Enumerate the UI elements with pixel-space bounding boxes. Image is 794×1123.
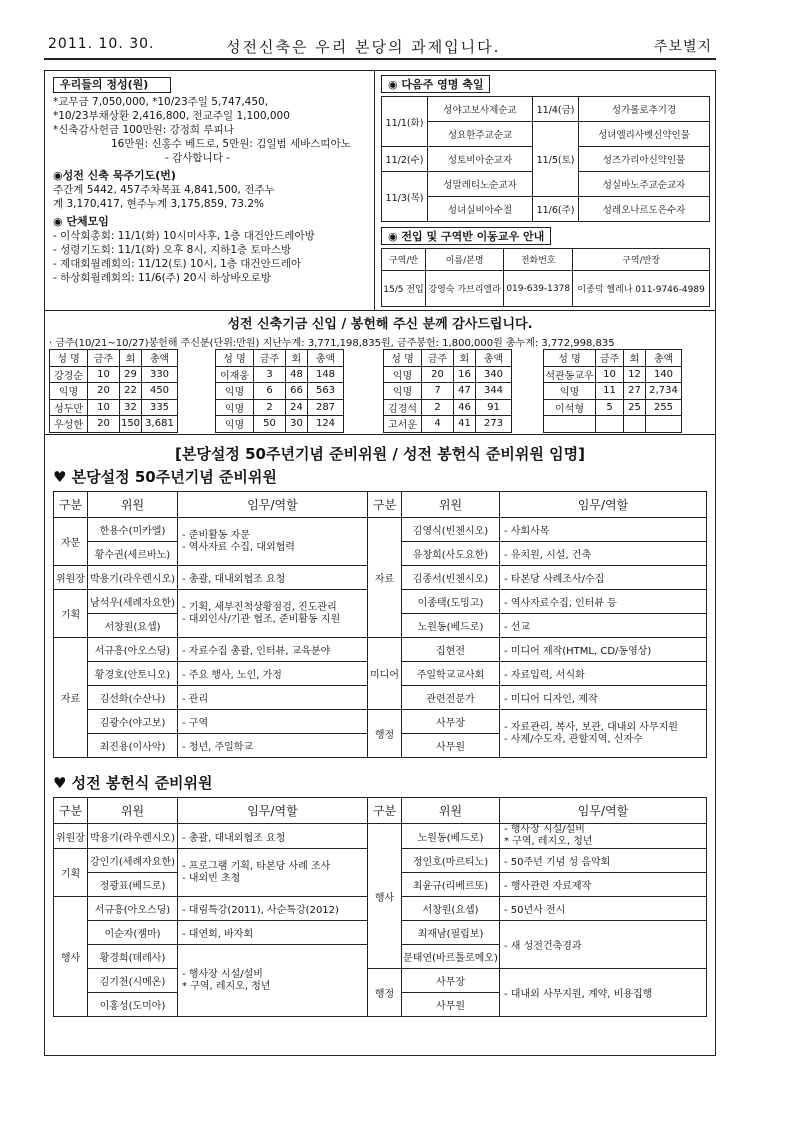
committee-member: 관련전문가 [402, 686, 500, 710]
donor-cell: 46 [454, 399, 476, 416]
meeting-line: - 하상회월례회의: 11/6(주) 20시 하상바오로방 [53, 272, 271, 284]
donor-row [50, 366, 178, 383]
donor-cell: 20 [88, 383, 120, 400]
offerings-title: 우리들의 정성(원) [53, 77, 171, 93]
committee-row [54, 969, 707, 993]
committee-category: 행사 [368, 824, 402, 969]
donor-cell: 66 [286, 383, 308, 400]
committee-member: 사무장 [402, 710, 500, 734]
donor-cell: 익명 [544, 383, 596, 400]
donor-row [384, 416, 512, 433]
donor-row [216, 366, 344, 383]
donor-table [49, 349, 178, 433]
committee-role: - 자료입력, 서식화 [500, 662, 707, 686]
donor-cell: 3,681 [142, 416, 178, 433]
donor-row [216, 399, 344, 416]
donor-cell: 255 [646, 399, 682, 416]
saint-date: 11/2(수) [382, 147, 428, 172]
transfer-cell: 강영숙 가브리엘라 [426, 271, 504, 307]
committee-row [54, 518, 707, 542]
committee-section [45, 435, 715, 1017]
donor-cell: 석관동교우 [544, 366, 596, 383]
donor-row [384, 383, 512, 400]
saints-table [381, 96, 710, 222]
committee-header: 임무/역할 [500, 492, 707, 518]
committee-member: 최재남(필립보) [402, 921, 500, 945]
donor-cell [624, 416, 646, 433]
committee-member: 김영식(빈첸시오) [402, 518, 500, 542]
donor-cell [596, 416, 624, 433]
committee-category: 미디어 [368, 638, 402, 710]
committee-member: 최윤규(리베르또) [402, 873, 500, 897]
donor-row [384, 399, 512, 416]
saint-name: 성녀엘리사벳신약인물 [579, 122, 710, 147]
transfer-table [381, 248, 710, 307]
donor-cell: 32 [120, 399, 142, 416]
committee-member: 김종서(빈첸시오) [402, 566, 500, 590]
donor-header: 총액 [646, 350, 682, 367]
committee-member: 주일학교교사회 [402, 662, 500, 686]
saints-section [375, 71, 716, 311]
donor-row [544, 366, 682, 383]
committee-category: 자료 [368, 518, 402, 638]
donor-cell: 4 [422, 416, 454, 433]
saint-date: 11/4(금) [533, 97, 579, 122]
committee-member: 남석우(세례자요한) [88, 590, 178, 614]
committee-header: 위원 [88, 798, 178, 824]
donor-cell: 10 [596, 366, 624, 383]
rosary-title: ◉성전 신축 묵주기도(번) [53, 169, 176, 182]
donor-cell: 7 [422, 383, 454, 400]
committee-member: 유창희(사도요한) [402, 542, 500, 566]
committee-category: 기획 [54, 849, 88, 897]
saint-name: 성가롤로추기경 [579, 97, 710, 122]
committee-member: 이홍성(도미아) [88, 993, 178, 1017]
offering-line: *10/23부채상환 2,416,800, 전교주일 1,100,000 [53, 110, 290, 122]
committee-member: 한용수(미카엘) [88, 518, 178, 542]
donor-cell: 27 [624, 383, 646, 400]
offerings-section [45, 71, 375, 311]
anniversary-committee-table [53, 491, 707, 758]
donor-row [544, 416, 682, 433]
committee-role: - 주요 행사, 노인, 가정 [178, 662, 368, 686]
donor-cell: 20 [422, 366, 454, 383]
donor-cell: 24 [286, 399, 308, 416]
committee-category: 행사 [54, 897, 88, 1017]
donor-cell: 5 [596, 399, 624, 416]
donor-cell: 익명 [384, 366, 422, 383]
donor-cell: 강경순 [50, 366, 88, 383]
committee-role: - 자료관리, 복사, 보관, 대내외 사무지원 - 사제/수도자, 관할지역, 신자수 [500, 710, 707, 758]
committee-role: - 50년사 전시 [500, 897, 707, 921]
committee-member: 황경호(안토니오) [88, 662, 178, 686]
transfer-header: 구역/반장 [573, 249, 710, 271]
donor-cell: 익명 [50, 383, 88, 400]
saint-name: 성요한주교순교 [428, 122, 533, 147]
offering-line: *신축감사헌금 100만원: 강정희 루피나 [53, 124, 234, 136]
donor-row [50, 416, 178, 433]
donor-cell: 익명 [384, 383, 422, 400]
committee-member: 사무원 [402, 734, 500, 758]
donor-cell: 25 [624, 399, 646, 416]
donor-cell: 익명 [216, 416, 254, 433]
transfer-header: 이름/본명 [426, 249, 504, 271]
committee-member: 박용기(라우렌시오) [88, 566, 178, 590]
donor-cell: 450 [142, 383, 178, 400]
donor-cell: 22 [120, 383, 142, 400]
donor-header: 회 [624, 350, 646, 367]
donor-cell: 익명 [216, 399, 254, 416]
committee-member: 김기천(시메온) [88, 969, 178, 993]
donor-row [216, 416, 344, 433]
transfer-cell: 15/5 전입 [382, 271, 426, 307]
donor-header: 금주 [88, 350, 120, 367]
committee-role: - 미디어 디자인, 제작 [500, 686, 707, 710]
donor-cell: 287 [308, 399, 344, 416]
donor-row [216, 383, 344, 400]
rosary-line: 주간계 5442, 457주차목표 4,841,500, 전주누 [53, 184, 275, 196]
committee-header: 임무/역할 [178, 492, 368, 518]
donor-header: 성 명 [384, 350, 422, 367]
committee-member: 정광표(베드로) [88, 873, 178, 897]
donor-header: 금주 [422, 350, 454, 367]
donor-header: 총액 [476, 350, 512, 367]
committee-member: 서규흥(아오스딩) [88, 897, 178, 921]
saint-date: 11/1(화) [382, 97, 428, 147]
donor-cell: 47 [454, 383, 476, 400]
donor-cell: 16 [454, 366, 476, 383]
committee-role: - 총괄, 대내외협조 요청 [178, 824, 368, 849]
donor-cell [646, 416, 682, 433]
donor-cell: 2,734 [646, 383, 682, 400]
saint-name: 성레오나르도은수자 [579, 197, 710, 222]
committee-role: - 50주년 기념 성 음악회 [500, 849, 707, 873]
committee-member: 이순자(젬마) [88, 921, 178, 945]
committee-member: 사무원 [402, 993, 500, 1017]
donor-row [384, 366, 512, 383]
transfer-header: 전화번호 [504, 249, 573, 271]
donor-cell: 이재웅 [216, 366, 254, 383]
donor-header: 성 명 [544, 350, 596, 367]
donor-cell: 고서운 [384, 416, 422, 433]
donor-table [543, 349, 682, 433]
donor-cell: 563 [308, 383, 344, 400]
donor-row [544, 383, 682, 400]
committee-role: - 준비활동 자문 - 역사자료 수집, 대외협력 [178, 518, 368, 566]
committee-role: - 타본당 사례조사/수집 [500, 566, 707, 590]
saint-date: 11/6(주) [533, 197, 579, 222]
saint-name: 성녀실비아수절 [428, 197, 533, 222]
committee-subtitle-2: ♥ 성전 봉헌식 준비위원 [53, 774, 213, 792]
committee-role: - 기획, 세부진척상황점검, 진도관리 - 대외인사/기관 협조, 준비활동 지원 [178, 590, 368, 638]
donor-cell: 10 [88, 399, 120, 416]
donor-cell: 29 [120, 366, 142, 383]
donor-cell: 340 [476, 366, 512, 383]
donor-row [50, 399, 178, 416]
committee-member: 노원동(베드로) [402, 824, 500, 849]
offering-line: *교무금 7,050,000, *10/23주일 5,747,450, [53, 96, 269, 108]
donor-row [50, 383, 178, 400]
donor-cell: 우성한 [50, 416, 88, 433]
meeting-line: - 이삭회총회: 11/1(화) 10시미사후, 1층 대건안드레아방 [53, 230, 315, 242]
donor-cell: 10 [88, 366, 120, 383]
committee-role: - 대림특강(2011), 사순특강(2012) [178, 897, 368, 921]
donor-cell: 335 [142, 399, 178, 416]
committee-header: 위원 [402, 798, 500, 824]
donor-cell: 2 [254, 399, 286, 416]
committee-header: 임무/역할 [500, 798, 707, 824]
donor-header: 회 [286, 350, 308, 367]
donor-cell: 익명 [216, 383, 254, 400]
committee-member: 황경희(데레사) [88, 945, 178, 969]
donor-cell: 41 [454, 416, 476, 433]
committee-member: 김광수(야고보) [88, 710, 178, 734]
committee-header: 위원 [88, 492, 178, 518]
committee-member: 서창원(요셉) [88, 614, 178, 638]
committee-member: 강인기(세례자요한) [88, 849, 178, 873]
committee-row [54, 638, 707, 662]
donor-table [215, 349, 344, 433]
committee-category: 기획 [54, 590, 88, 638]
transfer-header: 구역/반 [382, 249, 426, 271]
saint-date: 11/5(토) [533, 122, 579, 197]
donor-cell: 30 [286, 416, 308, 433]
donor-cell: 성두만 [50, 399, 88, 416]
bulletin-frame [44, 70, 716, 1056]
committee-role: - 자료수집 총괄, 인터뷰, 교육분야 [178, 638, 368, 662]
donor-cell: 91 [476, 399, 512, 416]
saint-name: 성실바노주교순교자 [579, 172, 710, 197]
bulletin-date: 2011. 10. 30. [48, 36, 155, 52]
offering-line: - 감사합니다 - [165, 152, 230, 164]
committee-member: 집현전 [402, 638, 500, 662]
saint-name: 성토비아순교자 [428, 147, 533, 172]
transfer-cell: 019-639-1378 [504, 271, 573, 307]
committee-row [54, 824, 707, 849]
donor-header: 회 [120, 350, 142, 367]
committee-member: 최진용(이사악) [88, 734, 178, 758]
offerings-lines [53, 95, 368, 165]
committee-member: 박용기(라우렌시오) [88, 824, 178, 849]
committee-header: 구분 [368, 492, 402, 518]
committee-role: - 사회사목 [500, 518, 707, 542]
donor-cell: 273 [476, 416, 512, 433]
committee-role: - 행사장 시설/설비 * 구역, 레지오, 청년 [500, 824, 707, 849]
donor-cell: 150 [120, 416, 142, 433]
committee-member: 사무장 [402, 969, 500, 993]
page-header [44, 34, 716, 60]
meeting-line: - 성령기도회: 11/1(화) 오후 8시, 지하1층 토마스방 [53, 244, 292, 256]
transfer-cell: 이종덕 헬레나 011-9746-4989 [573, 271, 710, 307]
saint-date: 11/3(목) [382, 172, 428, 222]
committee-title: [본당설정 50주년기념 준비위원 / 성전 봉헌식 준비위원 임명] [175, 445, 585, 463]
saint-name: 성야고보사제순교 [428, 97, 533, 122]
committee-role: - 행사관련 자료제작 [500, 873, 707, 897]
donor-cell: 148 [308, 366, 344, 383]
donor-header: 성 명 [50, 350, 88, 367]
bulletin-motto: 성전신축은 우리 본당의 과제입니다. [226, 38, 501, 56]
donations-note: · 금주(10/21~10/27)봉헌해 주신분(단위:만원) 지난누계: 3,771,198,835원, 금주봉헌: 1,800,000원 총누계: 3,772,998,835 [49, 338, 615, 349]
committee-member: 이종택(도밍고) [402, 590, 500, 614]
committee-category: 위원장 [54, 566, 88, 590]
donor-row [544, 399, 682, 416]
committee-role: - 총괄, 대내외협조 요청 [178, 566, 368, 590]
committee-role: - 유치원, 시설, 건축 [500, 542, 707, 566]
transfer-title: ◉ 전입 및 구역반 이동교우 안내 [381, 227, 551, 245]
donor-cell: 6 [254, 383, 286, 400]
meeting-line: - 제대회월례회의: 11/12(토) 10시, 1층 대건안드레아 [53, 258, 302, 270]
donations-title: 성전 신축기금 신입 / 봉헌해 주신 분께 감사드립니다. [227, 317, 533, 332]
donor-cell: 12 [624, 366, 646, 383]
offering-line: 16만원: 신홍수 베드로, 5만원: 김일범 세바스띠아노 [111, 138, 351, 150]
donations-section [45, 311, 715, 435]
donor-header: 금주 [254, 350, 286, 367]
committee-role: - 프로그램 기획, 타본당 사례 조사 - 내외빈 초청 [178, 849, 368, 897]
donor-cell: 김경석 [384, 399, 422, 416]
committee-category: 자료 [54, 638, 88, 758]
donor-cell: 344 [476, 383, 512, 400]
committee-role: - 대연회, 바자회 [178, 921, 368, 945]
committee-member: 노원동(베드로) [402, 614, 500, 638]
committee-category: 행정 [368, 969, 402, 1017]
committee-member: 문태연(바르톨로메오) [402, 945, 500, 969]
dedication-committee-table [53, 797, 707, 1017]
committee-member: 서규흥(아오스딩) [88, 638, 178, 662]
committee-role: - 대내외 사무지원, 계약, 비용집행 [500, 969, 707, 1017]
committee-member: 김선화(수산나) [88, 686, 178, 710]
donor-cell: 48 [286, 366, 308, 383]
donor-cell: 124 [308, 416, 344, 433]
committee-header: 위원 [402, 492, 500, 518]
committee-role: - 관리 [178, 686, 368, 710]
committee-subtitle-1: ♥ 본당설정 50주년기념 준비위원 [53, 468, 277, 486]
donor-cell: 140 [646, 366, 682, 383]
committee-role: - 미디어 제작(HTML, CD/동영상) [500, 638, 707, 662]
committee-category: 위원장 [54, 824, 88, 849]
bulletin-label: 주보별지 [653, 39, 712, 55]
donor-table [383, 349, 512, 433]
donor-cell: 11 [596, 383, 624, 400]
committee-member: 서창원(요셉) [402, 897, 500, 921]
donor-header: 금주 [596, 350, 624, 367]
committee-role: - 행사장 시설/설비 * 구역, 레지오, 청년 [178, 945, 368, 1017]
committee-category: 행정 [368, 710, 402, 758]
meetings-title: ◉ 단체모임 [53, 215, 109, 228]
donor-header: 총액 [308, 350, 344, 367]
committee-header: 임무/역할 [178, 798, 368, 824]
donor-cell: 50 [254, 416, 286, 433]
saint-name: 성말레티노순교자 [428, 172, 533, 197]
donor-cell: 이석형 [544, 399, 596, 416]
committee-header: 구분 [368, 798, 402, 824]
rosary-line: 계 3,170,417, 현주누계 3,175,859, 73.2% [53, 198, 264, 210]
donor-cell: 3 [254, 366, 286, 383]
saint-name: 성즈가리아신약인물 [579, 147, 710, 172]
donor-cell: 330 [142, 366, 178, 383]
committee-row [54, 710, 707, 734]
donor-header: 성 명 [216, 350, 254, 367]
donor-header: 회 [454, 350, 476, 367]
committee-role: - 선교 [500, 614, 707, 638]
saints-title: ◉ 다음주 영명 축일 [381, 75, 490, 93]
committee-role: - 청년, 주일학교 [178, 734, 368, 758]
committee-header: 구분 [54, 798, 88, 824]
donor-cell: 20 [88, 416, 120, 433]
committee-role: - 역사자료수집, 인터뷰 등 [500, 590, 707, 614]
donor-cell: 2 [422, 399, 454, 416]
committee-role: - 구역 [178, 710, 368, 734]
committee-member: 황수권(세르바노) [88, 542, 178, 566]
donor-header: 총액 [142, 350, 178, 367]
donor-cell [544, 416, 596, 433]
committee-member: 정인호(마르티노) [402, 849, 500, 873]
committee-category: 자문 [54, 518, 88, 566]
committee-header: 구분 [54, 492, 88, 518]
committee-role: - 새 성전건축경과 [500, 921, 707, 969]
